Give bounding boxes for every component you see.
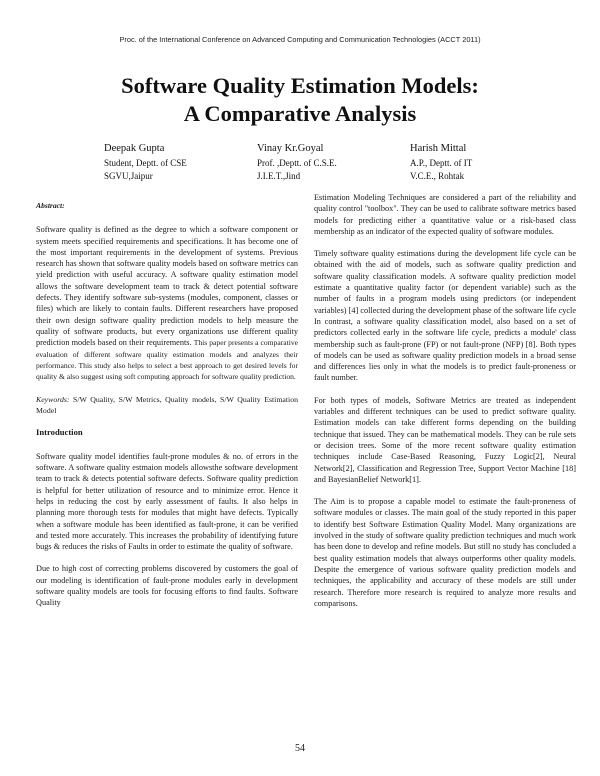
left-column — [36, 200, 298, 620]
author-name: Vinay Kr.Goyal — [257, 143, 324, 154]
abstract-label: Abstract: — [36, 201, 65, 210]
author-affiliation: Prof. ,Deptt. of C.S.E. — [257, 158, 337, 168]
section-heading-introduction: Introduction — [36, 427, 83, 438]
author-2 — [257, 142, 337, 183]
conference-header: Proc. of the International Conference on Advanced Computing and Communication Technologies (ACCT 2011) — [119, 35, 481, 44]
author-institution: J.I.E.T.,Jind — [257, 171, 301, 181]
author-name: Harish Mittal — [410, 143, 467, 154]
intro-paragraph-1: Software quality model identifies fault-prone modules & no. of errors in the software. A software quality estmaion models allowsthe software development team to track & detects potential software defects. Software quality prediction is helpful for better utilization of resource and to minimize error. Hence it helps in reducing the cost by early assessment of faults. It also helps in planning more thorough tests for modules that might have defects. Typically when a software module has been identified as fault-prone, it can be verified and tested more accurately. This increases the probability of identifying future bugs & reduces the risks of Faults in order to estimate the quality of software. — [36, 451, 298, 552]
body-paragraph-4: The Aim is to propose a capable model to estimate the fault-proneness of software modules or classes. The main goal of the study reported in this paper to identify best Software Estimation Quality Model. Many organizations are involved in the study of software quality prediction techniques and much work has been done to develop and refine models. But still no study has concluded a best quality estimation models that always outperforms other quality models. Despite the emergence of various software quality prediction models and techniques, the applicability and accuracy of these models are still under research. Therefore more research is required to analyze more results and comparisons. — [314, 497, 576, 608]
author-1 — [104, 142, 187, 183]
paper-title — [0, 72, 600, 128]
keywords — [36, 394, 298, 417]
title-line-1: Software Quality Estimation Models: — [121, 73, 479, 98]
keywords-text: S/W Quality, S/W Metrics, Quality models, S/W Quality Estimation Model — [36, 394, 298, 416]
author-institution: V.C.E., Rohtak — [410, 171, 465, 181]
abstract-text: Software quality is defined as the degree to which a software component or system meets specified requirements and specifications. It has become one of the most important requirements in the development of systems. Previous research has shown that software quality models based on software metrics can yield prediction with useful accuracy. A software quality estimation model allows the software development team to track & detect potential software defects. They identify software sub-systems (modules, component, classes or files) which are likely to contain faults. Different researchers have proposed their own design software quality prediction models to help measure the quality of software products, but every organizations use different quality prediction models based on their requirements. — [36, 225, 298, 348]
author-affiliation: Student, Deptt. of CSE — [104, 158, 187, 168]
body-paragraph-1: Estimation Modeling Techniques are considered a part of the reliability and quality control "toolbox". They can be used to calibrate software metrics based models for predicting either a quantitative value or a risk-based class membership as an indicator of the expected quality of software modules. — [314, 193, 576, 236]
author-institution: SGVU,Jaipur — [104, 171, 153, 181]
page-number: 54 — [295, 743, 305, 754]
abstract-paragraph — [36, 224, 298, 383]
abstract-text-small: This paper presents a comparative evaluation of different software quality estimation models and analyzes their performance. This study also helps to select a best approach to get desired levels for quality & also suggest using soft computing approach for software quality prediction. — [36, 338, 298, 382]
title-line-2: A Comparative Analysis — [183, 101, 417, 126]
keywords-label: Keywords: — [36, 394, 70, 404]
body-paragraph-2: Timely software quality estimations during the development life cycle can be obtained with the aid of models, such as software quality prediction and software quality classification models. A software quality prediction model estimate a quantitative quality factor (or dependent variable) such as the number of faults in a program models using predictors (or independent variables) [4] collected during the development phase of the software life cycle In contrast, a software quality classification model, also based on a set of predictors collected early in the software life cycle, predicts a module' class membership such as fault-prone (FP) or not fault-prone (NFP) [8]. Both types of models can be used as software quality prediction models in a broad sense and differences lies only in what the models is to predict fault-proneness or fault number. — [314, 249, 576, 383]
author-3 — [410, 142, 472, 183]
body-paragraph-3: For both types of models, Software Metrics are treated as independent variables and different techniques can be used to predict software quality. Estimation models can take different forms depending on the building technique that issued. They can be mathematical models. They can be rule sets or decision trees. Some of the more recent software quality estimation techniques include Case-Based Reasoning, Fuzzy Logic[2], Neural Network[2], Classification and Regression Tree, Support Vector Machine [18] and BayesianBelief Network[1]. — [314, 395, 576, 484]
author-affiliation: A.P., Deptt. of IT — [410, 158, 473, 168]
right-column — [314, 192, 576, 620]
author-name: Deepak Gupta — [104, 143, 165, 154]
intro-paragraph-2: Due to high cost of correcting problems discovered by customers the goal of our modeling is identification of fault-prone modules early in development software quality models are tools for focusing efforts to find faults. Software Quality — [36, 564, 298, 608]
